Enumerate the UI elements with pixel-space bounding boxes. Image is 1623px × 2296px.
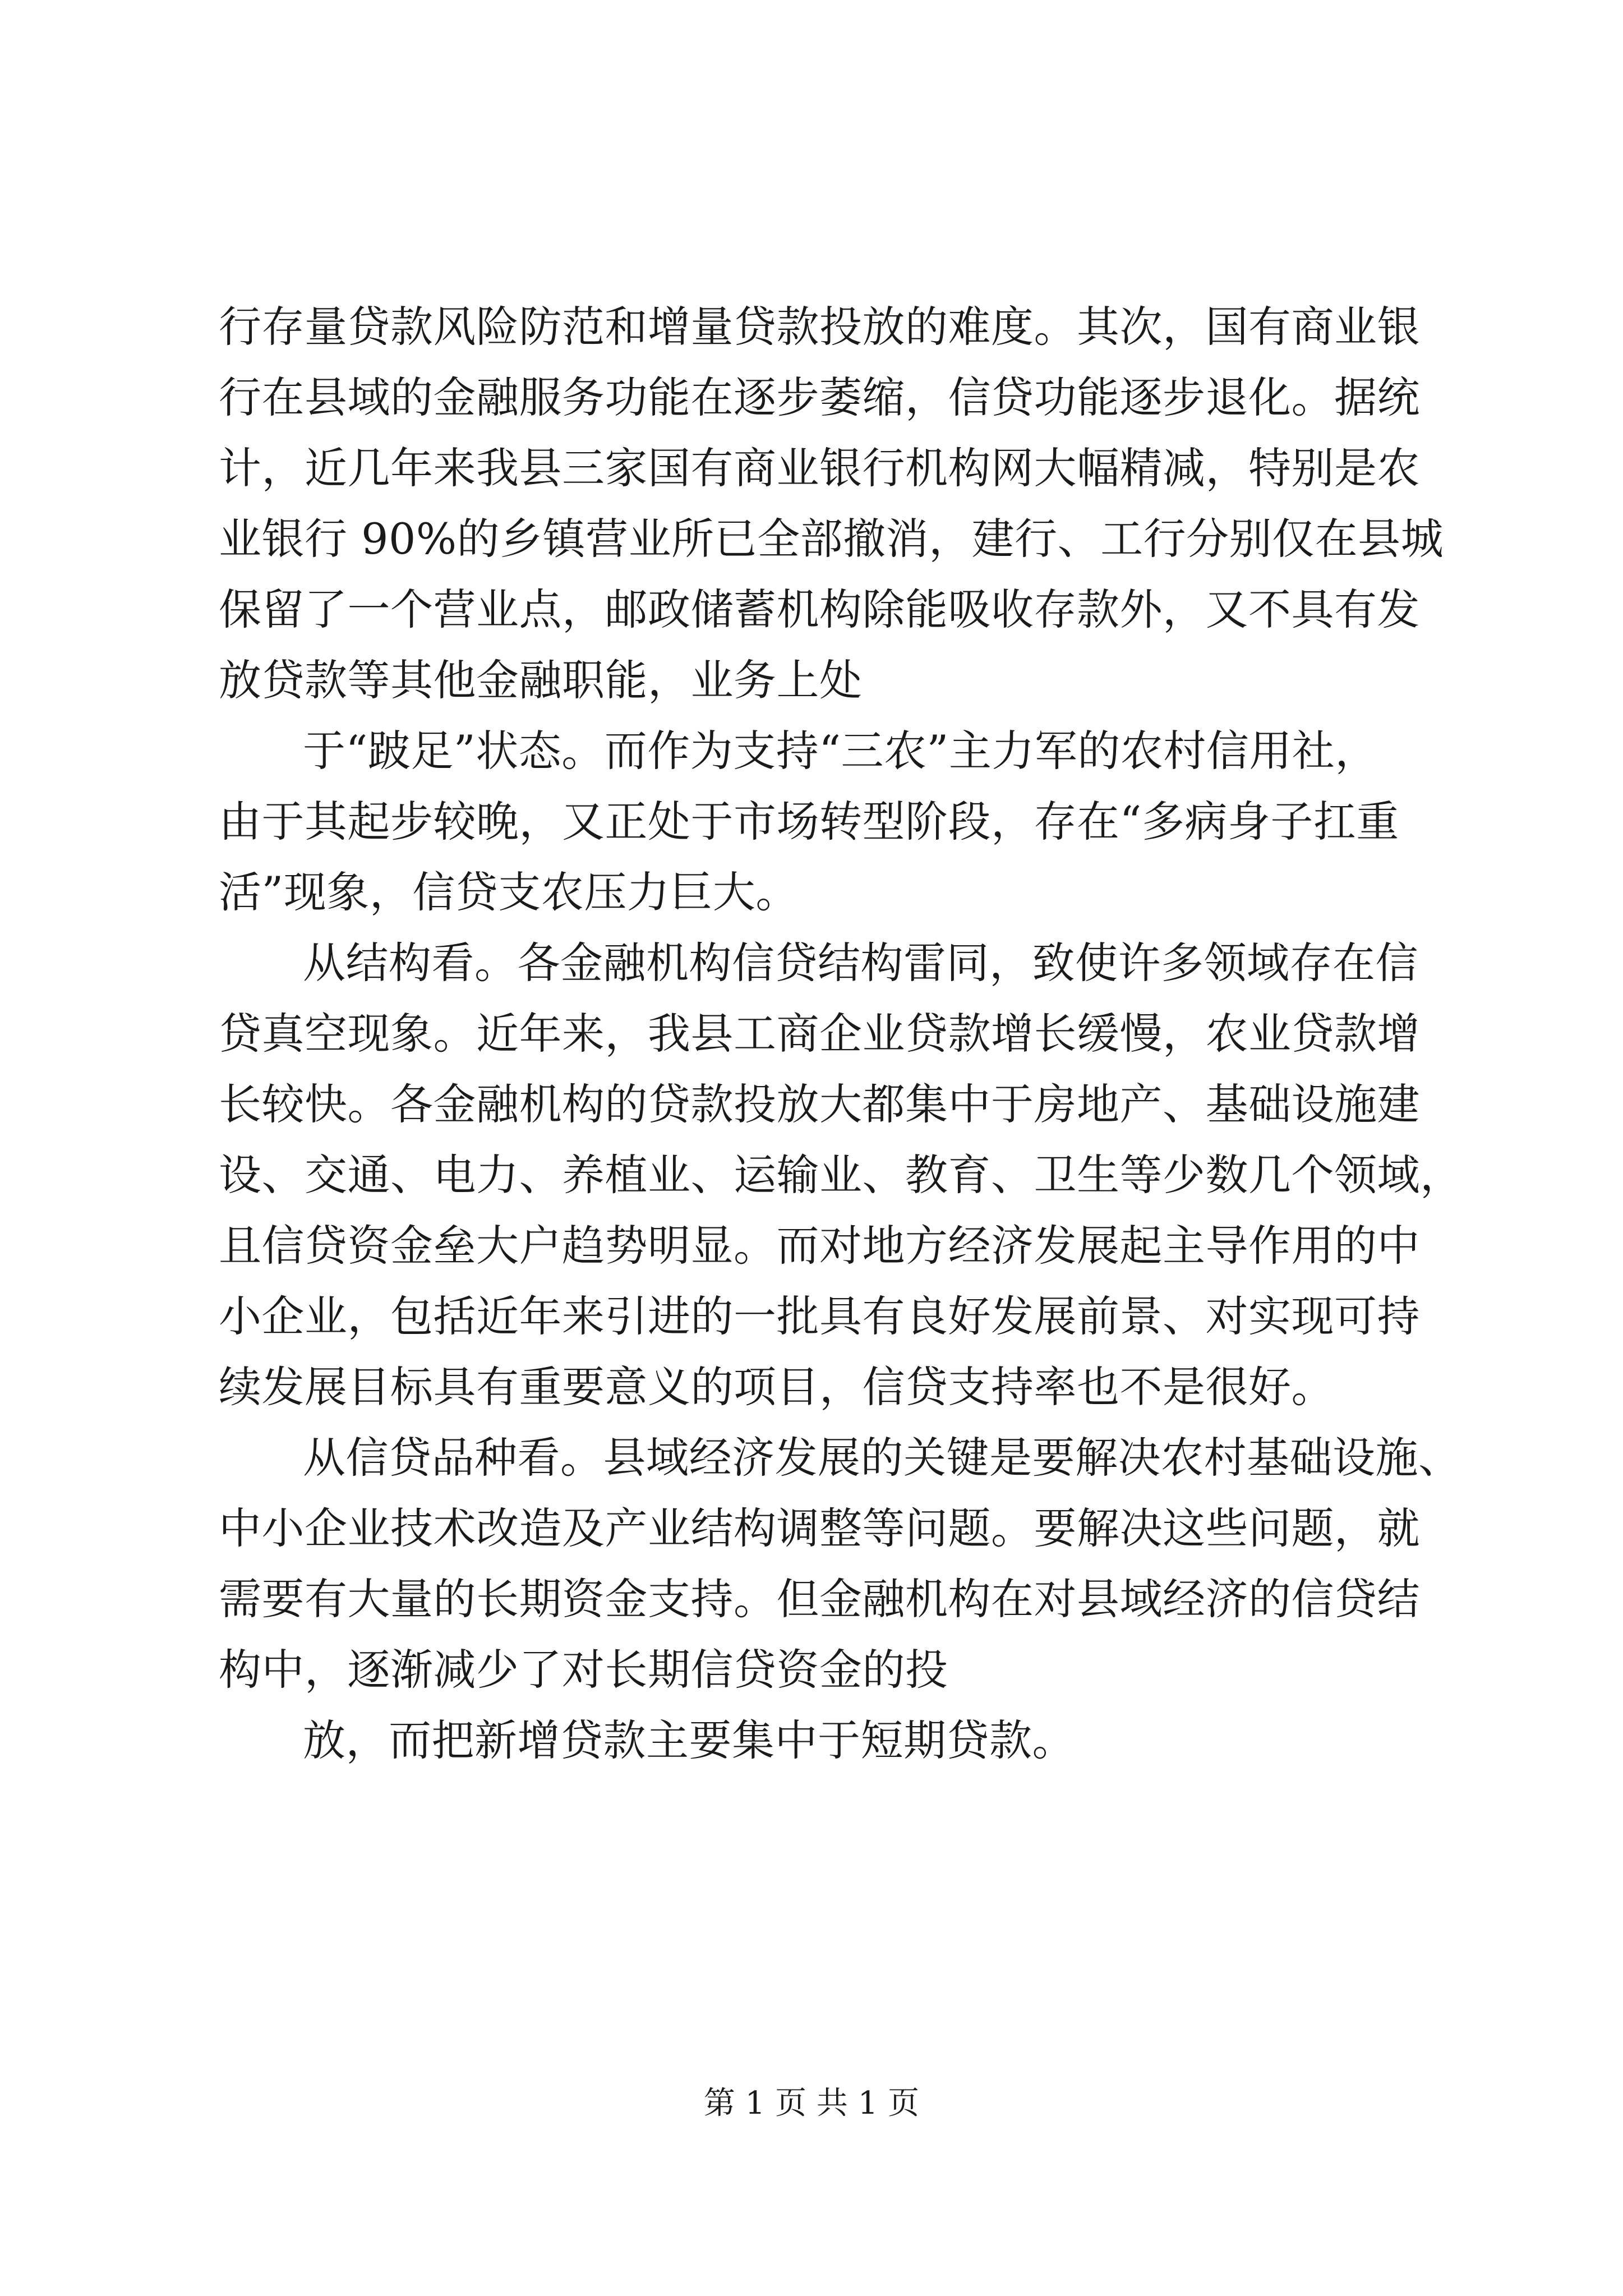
text-line: 贷真空现象。近年来，我县工商企业贷款增长缓慢，农业贷款增 xyxy=(219,1009,1420,1059)
page-number-footer: 第 1 页 共 1 页 xyxy=(703,2085,920,2122)
text-line: 构中，逐渐减少了对长期信贷资金的投 xyxy=(219,1645,948,1695)
text-line: 业银行 90%的乡镇营业所已全部撤消，建行、工行分别仅在县城 xyxy=(219,514,1444,564)
text-line: 且信贷资金垒大户趋势明显。而对地方经济发展起主导作用的中 xyxy=(219,1221,1420,1271)
text-line: 放贷款等其他金融职能，业务上处 xyxy=(219,655,863,705)
text-line: 由于其起步较晚，又正处于市场转型阶段，存在“多病身子扛重 xyxy=(219,797,1399,846)
text-line: 行在县域的金融服务功能在逐步萎缩，信贷功能逐步退化。据统 xyxy=(219,372,1420,422)
text-line: 设、交通、电力、养植业、运输业、教育、卫生等少数几个领域， xyxy=(219,1150,1463,1200)
text-line: 从信贷品种看。县域经济发展的关键是要解决农村基础设施、 xyxy=(303,1433,1461,1483)
text-line: 从结构看。各金融机构信贷结构雷同，致使许多领域存在信 xyxy=(303,938,1418,988)
text-line: 中小企业技术改造及产业结构调整等问题。要解决这些问题，就 xyxy=(219,1503,1420,1553)
text-line: 保留了一个营业点，邮政储蓄机构除能吸收存款外，又不具有发 xyxy=(219,585,1420,634)
text-line: 计，近几年来我县三家国有商业银行机构网大幅精减，特别是农 xyxy=(219,443,1420,493)
text-line: 于“跛足”状态。而作为支持“三农”主力军的农村信用社， xyxy=(303,726,1378,776)
text-line: 需要有大量的长期资金支持。但金融机构在对县域经济的信贷结 xyxy=(219,1574,1420,1624)
text-line: 行存量贷款风险防范和增量贷款投放的难度。其次，国有商业银 xyxy=(219,302,1420,352)
text-line: 放，而把新增贷款主要集中于短期贷款。 xyxy=(303,1715,1075,1765)
document-body xyxy=(219,292,1463,1776)
text-line: 续发展目标具有重要意义的项目，信贷支持率也不是很好。 xyxy=(219,1362,1334,1412)
text-line: 活”现象，信贷支农压力巨大。 xyxy=(219,867,799,917)
text-line: 长较快。各金融机构的贷款投放大都集中于房地产、基础设施建 xyxy=(219,1079,1420,1129)
text-line: 小企业，包括近年来引进的一批具有良好发展前景、对实现可持 xyxy=(219,1291,1420,1341)
